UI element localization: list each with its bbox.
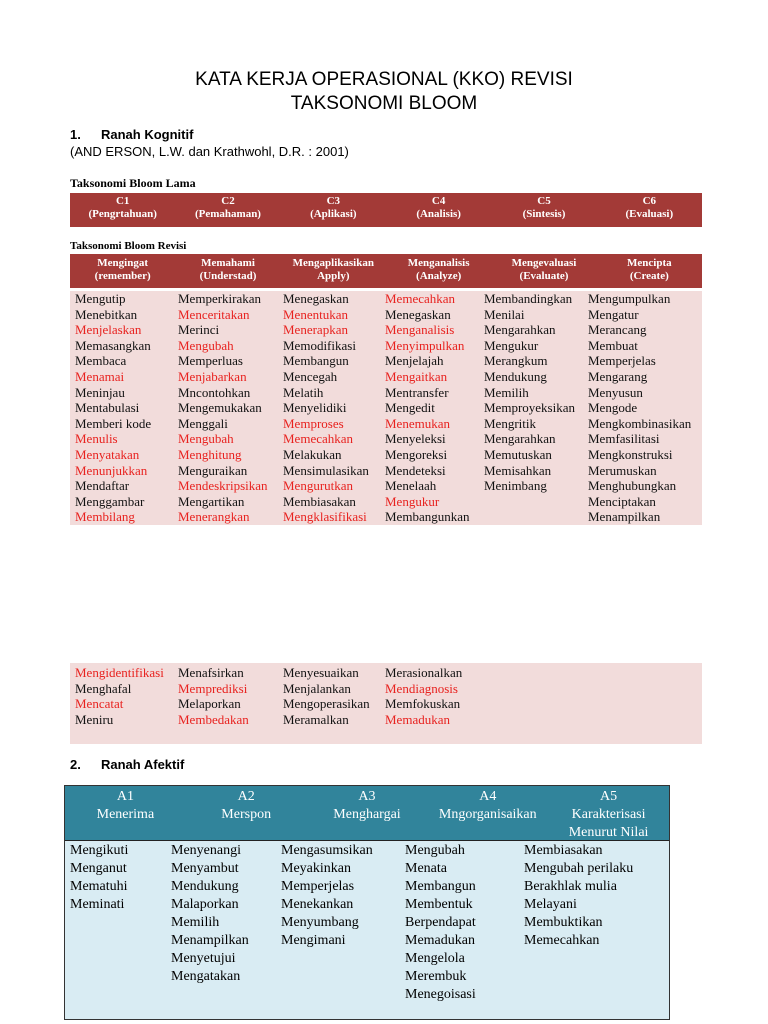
- revised-header-evaluate: Mengevaluasi (Evaluate): [511, 257, 577, 282]
- affective-verb-item: Berakhlak mulia: [524, 879, 617, 894]
- verb-item: Membangun: [283, 353, 349, 369]
- verb-item: Melakukan: [283, 446, 342, 462]
- affective-verb-item: Mengubah: [405, 843, 465, 858]
- revised-header-create: Mencipta (Create): [627, 257, 672, 282]
- affective-column: [70, 842, 128, 914]
- affective-table: [64, 785, 670, 1020]
- affective-verb-item: Memperjelas: [281, 879, 355, 894]
- affective-verb-item: Mengikuti: [70, 843, 129, 858]
- verb-column: [385, 665, 462, 727]
- old-header-c3: C3 (Aplikasi): [310, 195, 357, 220]
- verb-item: Membaca: [75, 353, 127, 369]
- verb-item: Merasionalkan: [385, 665, 463, 680]
- verb-column: [283, 665, 370, 727]
- old-header-c4: C4 (Analisis): [416, 195, 461, 220]
- verb-item: Mentransfer: [385, 384, 449, 400]
- verb-item: Mengarang: [588, 368, 648, 384]
- verb-item: Membilang: [75, 509, 135, 525]
- verb-column: [588, 291, 691, 525]
- verb-item: Menebitkan: [75, 306, 138, 322]
- section-1-citation: (AND ERSON, L.W. dan Krathwohl, D.R. : 2001): [70, 144, 349, 159]
- section-2-heading: [70, 757, 184, 772]
- affective-verb-item: Mengatakan: [171, 969, 241, 984]
- old-header-c5: C5 (Sintesis): [522, 195, 566, 220]
- affective-header-a5: A5 Karakterisasi Menurut Nilai: [568, 789, 649, 840]
- verb-item: Mengritik: [484, 415, 536, 431]
- verb-item: Memfokuskan: [385, 696, 461, 712]
- revised-taxonomy-header: [70, 254, 702, 288]
- verb-item: Memprediksi: [178, 680, 248, 696]
- verb-item: Meniru: [75, 711, 114, 727]
- verb-item: Mengedit: [385, 400, 435, 416]
- verb-item: Mengutip: [75, 291, 126, 306]
- old-taxonomy-header: [70, 193, 702, 227]
- verb-column: [178, 291, 268, 525]
- affective-verb-item: Membiasakan: [524, 843, 603, 858]
- verb-item: Memproyeksikan: [484, 400, 575, 416]
- affective-verb-item: Mematuhi: [70, 879, 128, 894]
- verb-item: Mensimulasikan: [283, 462, 369, 478]
- verb-item: Memfasilitasi: [588, 431, 660, 447]
- verb-column: [484, 291, 575, 494]
- verb-item: Menulis: [75, 431, 118, 447]
- verb-item: Menyelidiki: [283, 400, 347, 416]
- verb-item: Menyeleksi: [385, 431, 446, 447]
- verb-column: [75, 291, 151, 525]
- affective-header-a4: A4 Mngorganisaikan: [438, 789, 537, 822]
- affective-header: [65, 786, 669, 841]
- verb-item: Mengumpulkan: [588, 291, 671, 306]
- section-2-title: Ranah Afektif: [101, 757, 185, 772]
- verb-item: Mengemukakan: [178, 400, 262, 416]
- verb-item: Mengubah: [178, 431, 234, 447]
- verb-column: [283, 291, 369, 525]
- verb-item: Membuat: [588, 337, 638, 353]
- verb-item: Mengubah: [178, 337, 234, 353]
- revised-header-apply: Mengaplikasikan Apply): [292, 257, 374, 282]
- affective-column: [171, 842, 249, 986]
- verb-item: Menciptakan: [588, 493, 656, 509]
- verb-item: Menegaskan: [385, 306, 451, 322]
- affective-verb-item: Mendukung: [171, 879, 239, 894]
- affective-verb-item: Mengelola: [405, 951, 465, 966]
- affective-verb-item: Membentuk: [405, 897, 473, 912]
- verb-item: Menceritakan: [178, 306, 250, 322]
- verb-item: Membangunkan: [385, 509, 470, 525]
- affective-verb-item: Membangun: [405, 879, 476, 894]
- verb-item: Mengukur: [484, 337, 539, 353]
- revised-taxonomy-label: Taksonomi Bloom Revisi: [70, 240, 187, 252]
- revised-header-analyze: Menganalisis (Analyze): [407, 257, 470, 282]
- affective-verb-item: Menekankan: [281, 897, 354, 912]
- verb-column: [385, 291, 469, 525]
- verb-item: Membiasakan: [283, 493, 356, 509]
- section-2-number: 2.: [70, 757, 81, 772]
- verb-item: Merancang: [588, 322, 647, 338]
- verb-item: Menegaskan: [283, 291, 349, 306]
- affective-column: [524, 842, 633, 950]
- verb-item: Menyimpulkan: [385, 337, 465, 353]
- verb-item: Mendaftar: [75, 478, 130, 494]
- affective-verb-item: Membuktikan: [524, 915, 603, 930]
- verb-item: Menerapkan: [283, 322, 348, 338]
- verb-item: Mendukung: [484, 368, 547, 384]
- verb-item: Mendiagnosis: [385, 680, 458, 696]
- title-line-2: TAKSONOMI BLOOM: [290, 93, 478, 114]
- verb-item: Menjelajah: [385, 353, 444, 369]
- verb-item: Menyusun: [588, 384, 643, 400]
- verb-item: Mengoreksi: [385, 446, 448, 462]
- affective-verb-item: Mengubah perilaku: [524, 861, 634, 876]
- verb-item: Mncontohkan: [178, 384, 251, 400]
- verb-item: Menemukan: [385, 415, 450, 431]
- verb-item: Mengartikan: [178, 493, 245, 509]
- verb-item: Memperkirakan: [178, 291, 262, 306]
- affective-verb-item: Menyambut: [171, 861, 239, 876]
- affective-verb-item: Menganut: [70, 861, 127, 876]
- verb-item: Menyatakan: [75, 446, 140, 462]
- verb-item: Mentabulasi: [75, 400, 140, 416]
- verb-item: Memecahkan: [385, 291, 456, 306]
- verb-item: Mengatur: [588, 306, 639, 322]
- verb-item: Mengarahkan: [484, 431, 556, 447]
- verb-item: Menjalankan: [283, 680, 351, 696]
- section-1-number: 1.: [70, 127, 81, 142]
- verb-item: Mengklasifikasi: [283, 509, 367, 525]
- affective-verb-item: Memadukan: [405, 933, 475, 948]
- revised-header-understand: Memahami (Understad): [199, 257, 257, 282]
- verb-item: Menelaah: [385, 478, 437, 494]
- verb-item: Mengurutkan: [283, 478, 354, 494]
- verb-item: Menerangkan: [178, 509, 250, 525]
- verb-item: Menjabarkan: [178, 368, 247, 384]
- affective-header-a1: A1 Menerima: [96, 789, 155, 822]
- affective-column: [405, 842, 476, 1004]
- affective-verb-item: Malaporkan: [171, 897, 239, 912]
- affective-verb-item: Memilih: [171, 915, 220, 930]
- verb-item: Mendeteksi: [385, 462, 446, 478]
- verb-item: Menilai: [484, 306, 525, 322]
- verb-item: Melaporkan: [178, 696, 241, 712]
- revised-header-remember: Mengingat (remember): [94, 257, 151, 282]
- affective-verb-item: Menyumbang: [281, 915, 359, 930]
- affective-verb-item: Berpendapat: [405, 915, 476, 930]
- verb-item: Menjelaskan: [75, 322, 142, 338]
- verb-item: Menunjukkan: [75, 462, 148, 478]
- section-1-heading: [70, 127, 193, 142]
- verb-item: Memecahkan: [283, 431, 354, 447]
- document-title: [0, 68, 768, 116]
- affective-verb-item: Menampilkan: [171, 933, 249, 948]
- verb-item: Memproses: [283, 415, 344, 431]
- old-taxonomy-label: Taksonomi Bloom Lama: [70, 176, 196, 190]
- affective-verb-item: Merembuk: [405, 969, 467, 984]
- old-header-c2: C2 (Pemahaman): [194, 195, 261, 220]
- verb-item: Memadukan: [385, 711, 450, 727]
- affective-verb-item: Menyenangi: [171, 843, 241, 858]
- verb-item: Memasangkan: [75, 337, 151, 353]
- verb-column: [75, 665, 164, 727]
- affective-verb-item: Menegoisasi: [405, 987, 476, 1002]
- verb-column: [178, 665, 249, 727]
- verb-item: Membandingkan: [484, 291, 573, 306]
- verb-item: Memberi kode: [75, 415, 152, 431]
- verb-item: Mencegah: [283, 368, 338, 384]
- verb-item: Mencatat: [75, 696, 124, 712]
- verb-item: Menyesuaikan: [283, 665, 359, 680]
- verb-item: Memperjelas: [588, 353, 656, 369]
- verb-item: Memilih: [484, 384, 529, 400]
- affective-verb-item: Mengimani: [281, 933, 346, 948]
- verb-item: Memisahkan: [484, 462, 552, 478]
- verb-item: Menimbang: [484, 478, 547, 494]
- verb-item: Mengarahkan: [484, 322, 556, 338]
- affective-verb-item: Melayani: [524, 897, 577, 912]
- affective-verb-item: Meyakinkan: [281, 861, 351, 876]
- verb-item: Memperluas: [178, 353, 243, 369]
- verb-item: Memutuskan: [484, 446, 552, 462]
- verb-item: Mengkombinasikan: [588, 415, 692, 431]
- verb-item: Menamai: [75, 368, 125, 384]
- affective-header-a3: A3 Menghargai: [333, 789, 401, 822]
- verb-item: Mengaitkan: [385, 368, 448, 384]
- verb-item: Menganalisis: [385, 322, 455, 338]
- old-header-c1: C1 (Pengrtahuan): [88, 195, 157, 220]
- revised-taxonomy-continuation: [70, 663, 702, 744]
- verb-item: Melatih: [283, 384, 324, 400]
- verb-item: Menafsirkan: [178, 665, 244, 680]
- verb-item: Merumuskan: [588, 462, 657, 478]
- verb-item: Mengkonstruksi: [588, 446, 673, 462]
- verb-item: Memodifikasi: [283, 337, 356, 353]
- verb-item: Membedakan: [178, 711, 249, 727]
- verb-item: Mengidentifikasi: [75, 665, 164, 680]
- verb-item: Meramalkan: [283, 711, 349, 727]
- verb-item: Menghubungkan: [588, 478, 677, 494]
- verb-item: Menghitung: [178, 446, 242, 462]
- affective-verb-item: Menyetujui: [171, 951, 236, 966]
- verb-item: Meninjau: [75, 384, 125, 400]
- title-line-1: KATA KERJA OPERASIONAL (KKO) REVISI: [195, 69, 573, 90]
- verb-item: Mengoperasikan: [283, 696, 370, 712]
- affective-verb-item: Meminati: [70, 897, 125, 912]
- verb-item: Menghafal: [75, 680, 132, 696]
- verb-item: Menggambar: [75, 493, 145, 509]
- affective-verb-item: Menata: [405, 861, 447, 876]
- revised-taxonomy-body: [70, 289, 702, 525]
- verb-item: Menggali: [178, 415, 228, 431]
- verb-item: Merinci: [178, 322, 220, 338]
- affective-header-a2: A2 Merspon: [221, 789, 272, 822]
- verb-item: Mendeskripsikan: [178, 478, 268, 494]
- verb-item: Menentukan: [283, 306, 348, 322]
- old-header-c6: C6 (Evaluasi): [625, 195, 674, 220]
- affective-verb-item: Mengasumsikan: [281, 843, 373, 858]
- verb-item: Merangkum: [484, 353, 548, 369]
- affective-column: [281, 842, 373, 950]
- affective-verb-item: Memecahkan: [524, 933, 600, 948]
- section-1-title: Ranah Kognitif: [101, 127, 194, 142]
- verb-item: Menguraikan: [178, 462, 248, 478]
- verb-item: Mengukur: [385, 493, 440, 509]
- verb-item: Menampilkan: [588, 509, 661, 525]
- verb-item: Mengode: [588, 400, 638, 416]
